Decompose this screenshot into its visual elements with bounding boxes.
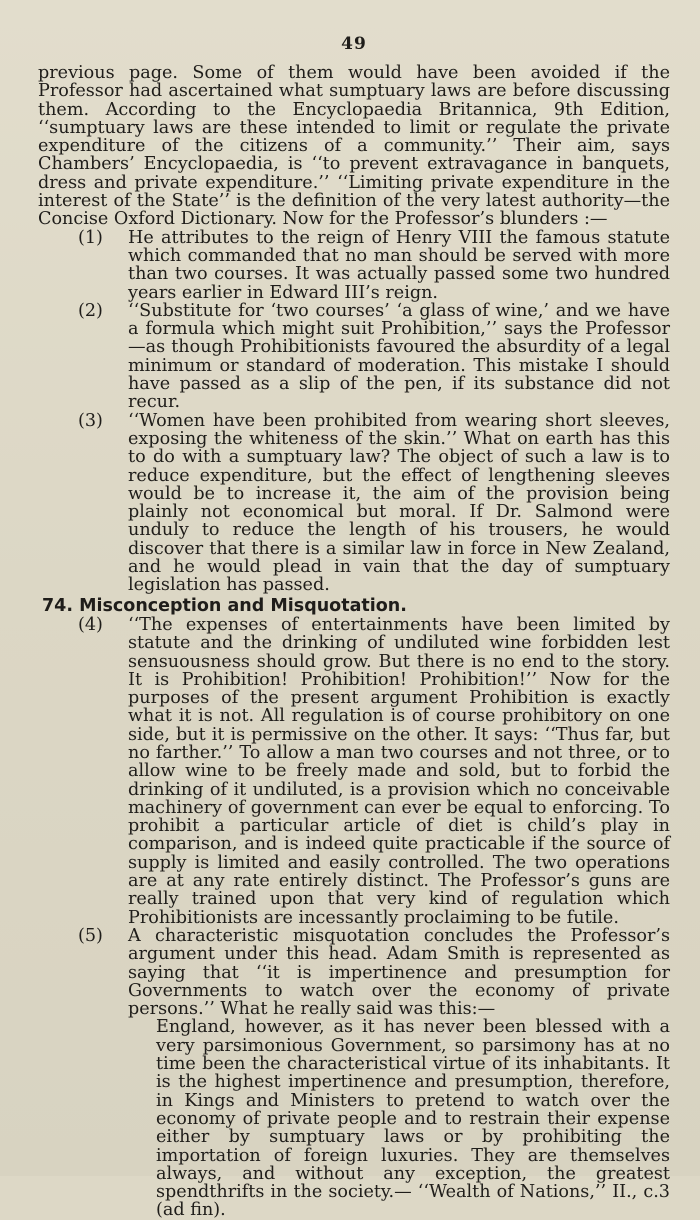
- numbered-item-4: [38, 616, 670, 927]
- item-number: (2): [78, 300, 103, 321]
- item-number: (5): [78, 925, 103, 946]
- block-quote: England, however, as it has never been blessed with a very parsimonious Government, so parsimony has at no time been the characteristical virtue of its inhabitants. It is the highest impertinence and presumption, therefore, in Kings and Ministers to pretend to watch over the economy of private people and to restrain their expense either by sumptuary laws or by prohibiting the importation of foreign luxuries. They are themselves always, and without any exception, the greatest spendthrifts in the society.— ‘‘Wealth of Nations,’’ II., c.3 (ad fin).: [156, 1017, 670, 1220]
- item-text: ‘‘Women have been prohibited from wearing short sleeves, exposing the whiteness of the skin.’’ What on earth has this to do with a sumptuary law? The object of such a law is to reduce expenditure, but the effect of lengthening sleeves would be to increase it, the aim of the provision being plainly not economical but moral. If Dr. Salmond were unduly to reduce the length of his trousers, he would discover that there is a similar law in force in New Zealand, and he would plead in vain that the day of sumptuary legislation has passed.: [128, 410, 670, 596]
- item-text: ‘‘The expenses of entertainments have been limited by statute and the drinking of undiluted wine forbidden lest sensuousness should grow. But there is no end to the story. It is Prohibition! Prohibition! Prohibition!’’ Now for the purposes of the present argument Prohibition is exactly what it is not. All regulation is of course prohibitory on one side, but it is permissive on the other. It says: ‘‘Thus far, but no farther.’’ To allow a man two courses and not three, or to allow wine to be freely made and sold, but to forbid the drinking of it undiluted, is a provision which no conceivable machinery of government can ever be equal to enforcing. To prohibit a particular article of diet is child’s play in comparison, and is indeed quite practicable if the source of supply is limited and easily controlled. The two operations are at any rate entirely distinct. The Professor’s guns are really trained upon that very kind of regulation which Prohibitionists are incessantly proclaiming to be futile.: [128, 614, 670, 928]
- item-number: (1): [78, 227, 103, 248]
- numbered-item-5: [38, 927, 670, 1018]
- item-text: A characteristic misquotation concludes the Professor’s argument under this head. Adam Smith is represented as saying that ‘‘it is impertinence and presumption for Governments to watch over the economy of private persons.’’ What he really said was this:—: [128, 925, 670, 1020]
- numbered-item-1: [38, 229, 670, 302]
- page-number: 49: [341, 34, 367, 54]
- item-number: (3): [78, 410, 103, 431]
- intro-paragraph: previous page. Some of them would have been avoided if the Professor had ascertained what sumptuary laws are before discussing them. According to the Encyclopaedia Britannica, 9th Edition, ‘‘sumptuary laws are these intended to limit or regulate the private expenditure of the citizens of a community.’’ Their aim, says Chambers’ Encyclopaedia, is ‘‘to prevent extravagance in banquets, dress and private expenditure.’’ ‘‘Limiting private expenditure in the interest of the State’’ is the definition of the very latest authority—the Concise Oxford Dictionary. Now for the Professor’s blunders :—: [38, 63, 670, 230]
- numbered-item-2: [38, 302, 670, 412]
- numbered-item-3: [38, 412, 670, 595]
- item-text: He attributes to the reign of Henry VIII the famous statute which commanded that no man should be served with more than two courses. It was actually passed some two hundred years earlier in Edward III’s reign.: [128, 227, 670, 303]
- section-heading: 74. Misconception and Misquotation.: [42, 595, 407, 616]
- item-text: ‘‘Substitute for ‘two courses’ ‘a glass of wine,’ and we have a formula which might suit Prohibition,’’ says the Professor—as though Prohibitionists favoured the absurdity of a legal minimum or standard of moderation. This mistake I should have passed as a slip of the pen, if its substance did not recur.: [128, 300, 670, 413]
- item-number: (4): [78, 614, 103, 635]
